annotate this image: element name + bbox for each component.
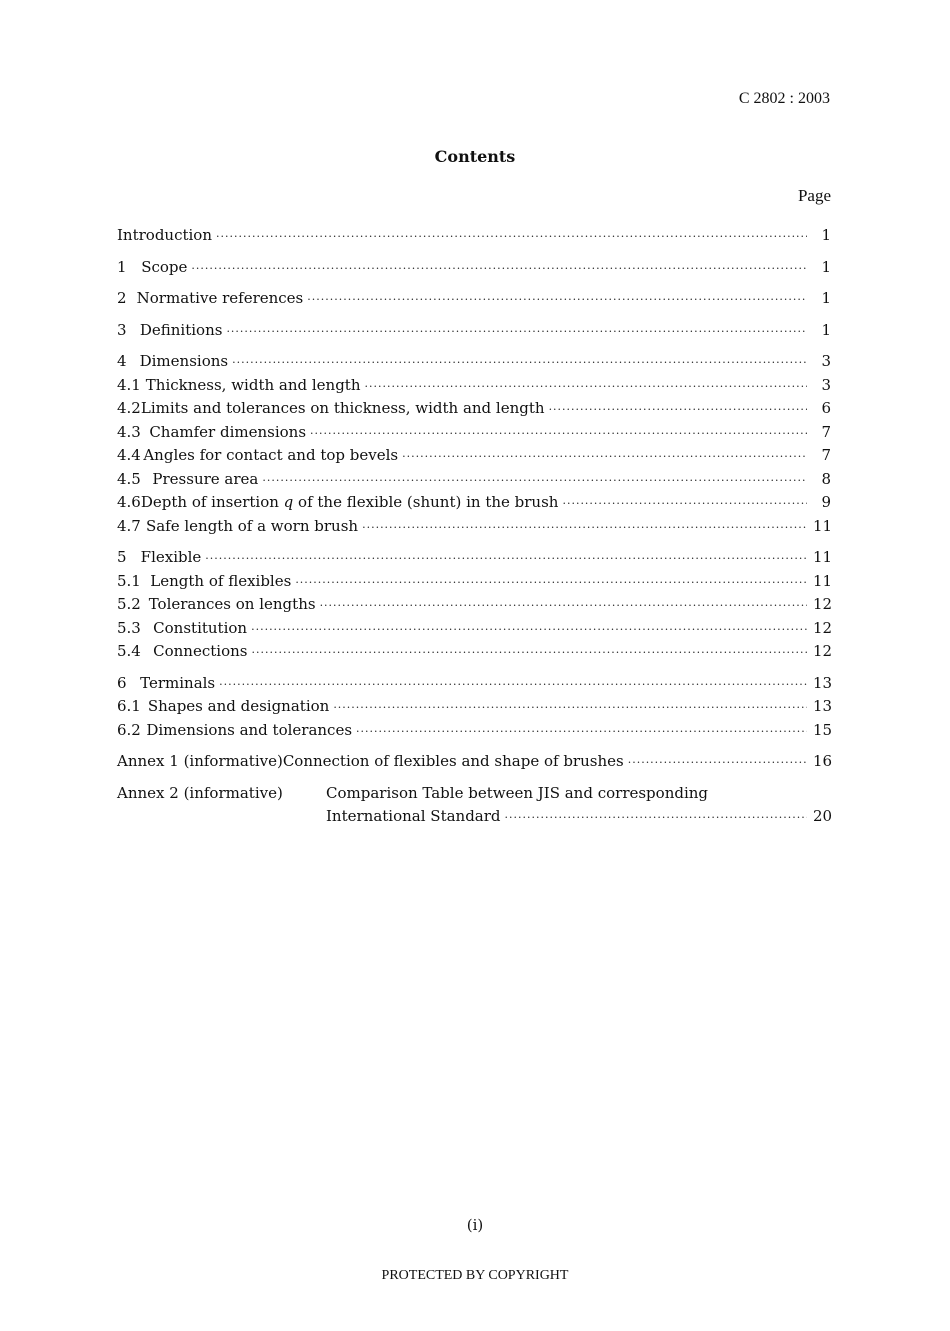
toc-entry-title: Dimensions and tolerances (146, 720, 353, 739)
dot-leader (562, 492, 807, 516)
toc-entry-6-2[interactable] (117, 719, 831, 743)
toc-entry-annex-1[interactable] (117, 750, 831, 774)
toc-entry-page: 7 (821, 422, 831, 441)
copyright-notice: PROTECTED BY COPYRIGHT (381, 1268, 569, 1283)
toc-group-annex-1 (117, 750, 831, 774)
toc-group-4 (117, 350, 831, 538)
dot-leader (216, 225, 807, 249)
toc-entry-page: 20 (813, 807, 833, 825)
toc-entry-title: Dimensions (139, 352, 229, 370)
toc-entry-5-1[interactable] (117, 570, 831, 594)
toc-entry-title: Pressure area (152, 469, 259, 488)
dot-leader (333, 696, 807, 720)
toc-entry-title: Safe length of a worn brush (145, 516, 359, 535)
toc-entry-3[interactable] (117, 319, 831, 343)
toc-entry-page: 13 (813, 673, 833, 692)
toc-entry-5-3[interactable] (117, 617, 831, 641)
dot-leader (549, 398, 807, 422)
standard-number: C 2802 : 2003 (738, 90, 830, 107)
toc-entry-page: 3 (821, 352, 831, 370)
toc-entry-number: 4.2 (117, 399, 141, 417)
toc-entry-5-2[interactable] (117, 593, 831, 617)
toc-entry-page: 1 (821, 226, 831, 244)
table-of-contents (117, 224, 831, 837)
toc-entry-number: 2 (117, 289, 127, 307)
toc-title-part: of the flexible (shunt) in the brush (293, 493, 559, 511)
toc-group-2 (117, 287, 831, 311)
toc-group-annex-2 (117, 782, 831, 829)
toc-entry-page: 8 (821, 469, 831, 488)
toc-entry-number: 1 (117, 257, 127, 276)
toc-entry-5-4[interactable] (117, 640, 831, 664)
toc-entry-annex-2-line1[interactable] (117, 782, 831, 806)
toc-entry-page: 3 (821, 375, 831, 394)
dot-leader (362, 516, 807, 540)
dot-leader (191, 257, 807, 281)
toc-entry-4-6[interactable] (117, 491, 831, 515)
toc-entry-page: 12 (813, 595, 833, 613)
dot-leader (205, 547, 807, 571)
toc-entry-number: 4 (117, 352, 127, 370)
toc-entry-title: Chamfer dimensions (149, 422, 307, 441)
toc-entry-4[interactable] (117, 350, 831, 374)
toc-entry-page: 11 (813, 571, 833, 590)
toc-entry-number: 4.7 (117, 516, 141, 535)
toc-entry-introduction[interactable] (117, 224, 831, 248)
dot-leader (226, 320, 807, 344)
toc-entry-4-1[interactable] (117, 374, 831, 398)
toc-entry-title: Connection of flexibles and shape of brushes (282, 752, 624, 770)
dot-leader (505, 806, 807, 830)
toc-entry-title: Length of flexibles (150, 571, 292, 590)
toc-entry-6-1[interactable] (117, 695, 831, 719)
toc-entry-4-3[interactable] (117, 421, 831, 445)
toc-entry-page: 9 (821, 493, 831, 511)
toc-entry-title: Angles for contact and top bevels (143, 446, 399, 464)
dot-leader (628, 751, 807, 775)
toc-group-1 (117, 256, 831, 280)
toc-entry-number: 4.5 (117, 469, 141, 488)
toc-entry-page: 13 (813, 697, 833, 715)
toc-entry-page: 6 (821, 399, 831, 417)
toc-entry-page: 1 (821, 289, 831, 307)
toc-entry-1[interactable] (117, 256, 831, 280)
toc-entry-page: 1 (821, 257, 831, 276)
toc-entry-title (141, 491, 559, 515)
toc-entry-title: Normative references (136, 289, 304, 307)
toc-entry-4-5[interactable] (117, 468, 831, 492)
toc-entry-6[interactable] (117, 672, 831, 696)
toc-entry-4-2[interactable] (117, 397, 831, 421)
toc-entry-title: Shapes and designation (147, 697, 330, 715)
toc-entry-page: 11 (813, 548, 833, 566)
toc-entry-number: 6 (117, 673, 127, 692)
toc-entry-number: 6.1 (117, 697, 141, 715)
toc-entry-title: Introduction (117, 226, 212, 244)
toc-entry-title: Thickness, width and length (145, 375, 361, 394)
dot-leader (251, 618, 807, 642)
toc-entry-title: Comparison Table between JIS and corresponding (326, 783, 709, 802)
dot-leader (262, 469, 807, 493)
dot-leader (365, 375, 808, 399)
annex-label: Annex 2 (informative) (117, 783, 283, 802)
toc-entry-number: 4.3 (117, 422, 141, 441)
toc-entry-title: Tolerances on lengths (148, 595, 316, 613)
toc-entry-annex-2-line2[interactable] (117, 805, 831, 829)
toc-entry-title: Terminals (140, 673, 216, 692)
toc-entry-number: 5.2 (117, 595, 141, 613)
dot-leader (320, 594, 807, 618)
variable-q: q (283, 493, 294, 511)
toc-entry-title-continued: International Standard (326, 807, 501, 825)
toc-entry-page: 15 (813, 720, 833, 739)
toc-group-6 (117, 672, 831, 743)
toc-entry-number: 5.4 (117, 642, 141, 660)
toc-entry-number: 5.1 (117, 571, 141, 590)
toc-entry-4-4[interactable] (117, 444, 831, 468)
toc-title-part: Depth of insertion (140, 493, 284, 511)
toc-entry-page: 12 (813, 642, 833, 660)
toc-entry-number: 4.4 (117, 446, 141, 464)
toc-entry-title: Scope (141, 257, 188, 276)
dot-leader (232, 351, 807, 375)
annex-label: Annex 1 (informative) (117, 752, 283, 770)
toc-entry-title: Definitions (139, 320, 223, 339)
dot-leader (310, 422, 807, 446)
toc-entry-page: 16 (813, 752, 833, 770)
toc-entry-title: Connections (153, 642, 248, 660)
toc-entry-title: Flexible (140, 548, 202, 566)
toc-entry-page: 12 (813, 618, 833, 637)
toc-entry-number: 6.2 (117, 720, 141, 739)
toc-entry-page: 1 (821, 320, 831, 339)
toc-entry-2[interactable] (117, 287, 831, 311)
dot-leader (356, 720, 807, 744)
dot-leader (307, 288, 807, 312)
toc-entry-number: 4.6 (117, 493, 141, 511)
page-column-label: Page (797, 186, 831, 205)
toc-group-introduction (117, 224, 831, 248)
dot-leader (295, 571, 807, 595)
toc-entry-4-7[interactable] (117, 515, 831, 539)
toc-entry-number: 5 (117, 548, 127, 566)
toc-entry-page: 11 (813, 516, 833, 535)
toc-entry-number: 5.3 (117, 618, 141, 637)
footer-page-number: (i) (466, 1216, 484, 1234)
toc-entry-number: 3 (117, 320, 127, 339)
toc-entry-page: 7 (821, 446, 831, 464)
toc-group-5 (117, 546, 831, 664)
dot-leader (251, 641, 807, 665)
toc-entry-title: Constitution (153, 618, 248, 637)
toc-entry-title: Limits and tolerances on thickness, width and length (140, 399, 545, 417)
page-title: Contents (434, 147, 516, 166)
dot-leader (402, 445, 807, 469)
dot-leader (219, 673, 807, 697)
toc-entry-number: 4.1 (117, 375, 141, 394)
toc-group-3 (117, 319, 831, 343)
toc-entry-5[interactable] (117, 546, 831, 570)
